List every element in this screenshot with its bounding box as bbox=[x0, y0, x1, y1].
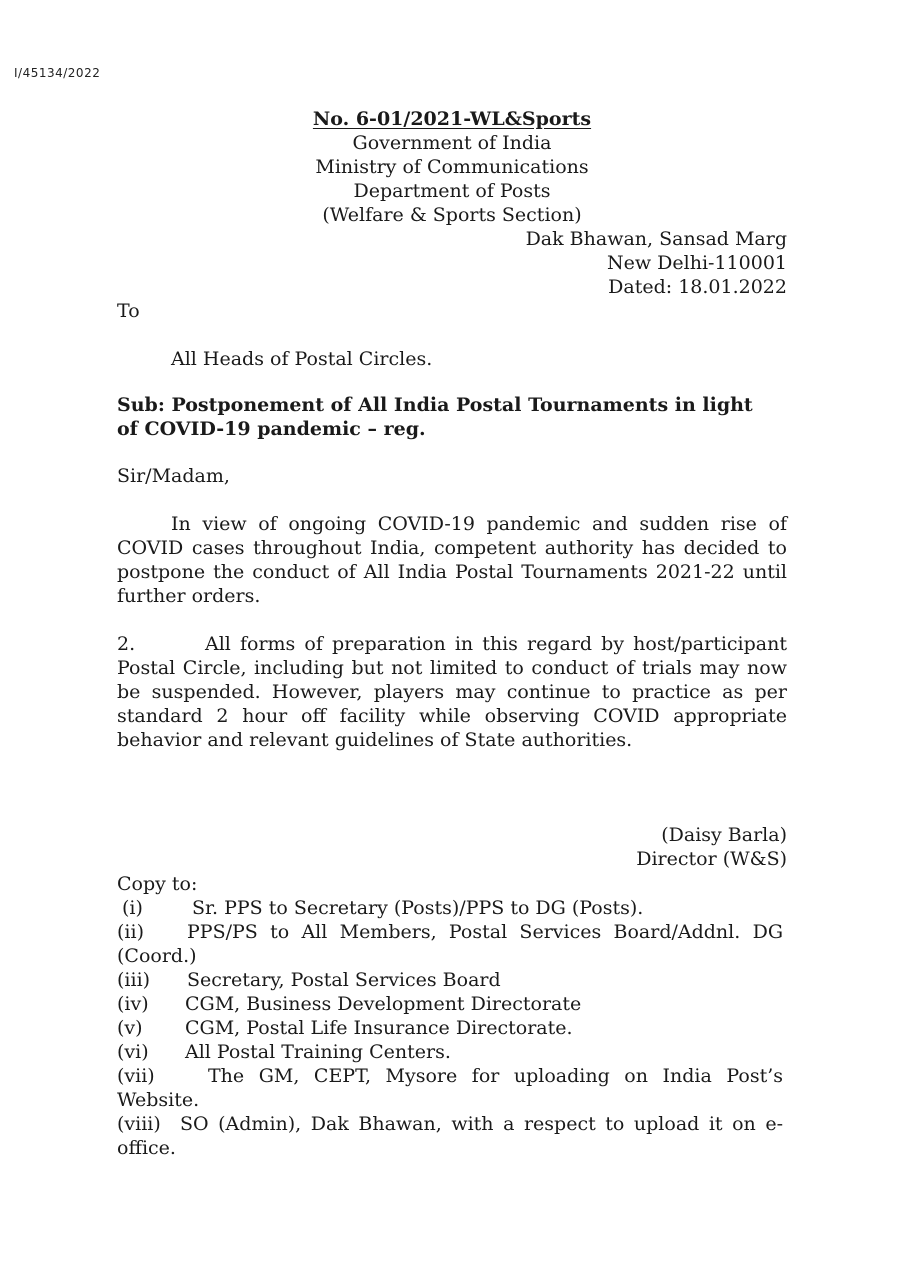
list-item-number: (iii) bbox=[117, 969, 151, 991]
address-line-2: New Delhi-110001 bbox=[607, 252, 787, 274]
subject-line-2: of COVID-19 pandemic – reg. bbox=[117, 418, 426, 440]
list-item bbox=[117, 920, 783, 968]
list-item-text: All Postal Training Centers. bbox=[185, 1041, 451, 1063]
list-item-text: CGM, Business Development Directorate bbox=[185, 993, 582, 1015]
header-government: Government of India bbox=[352, 132, 552, 154]
list-item bbox=[117, 1112, 783, 1160]
list-item-text: The GM, CEPT, Mysore for uploading on India Post’s Website. bbox=[117, 1065, 783, 1111]
list-item-number: (ii) bbox=[117, 921, 144, 943]
list-item bbox=[117, 968, 783, 992]
copy-to-heading: Copy to: bbox=[117, 873, 198, 895]
list-item-number: (iv) bbox=[117, 993, 149, 1015]
list-item-text: Sr. PPS to Secretary (Posts)/PPS to DG (Posts). bbox=[192, 897, 644, 919]
list-item-number: (i) bbox=[122, 897, 143, 919]
letter-header bbox=[117, 107, 787, 227]
paragraph-2-number: 2. bbox=[117, 633, 136, 655]
list-item bbox=[117, 1016, 783, 1040]
signature-block bbox=[636, 823, 787, 871]
list-item-number: (viii) bbox=[117, 1113, 161, 1135]
list-item-number: (vii) bbox=[117, 1065, 155, 1087]
list-item-number: (v) bbox=[117, 1017, 143, 1039]
list-item-number: (vi) bbox=[117, 1041, 149, 1063]
subject-line-1: Sub: Postponement of All India Postal Tournaments in light bbox=[117, 394, 753, 416]
header-department: Department of Posts bbox=[353, 180, 551, 202]
list-item bbox=[117, 1040, 783, 1064]
paragraph-2-text: All forms of preparation in this regard by host/participant Postal Circle, including but not limited to conduct of trials may now be suspended. However, players may continue to practice as per standard 2 hour off facility while observing COVID appropriate behavior and relevant guidelines of State authorities. bbox=[117, 633, 787, 751]
paragraph-1 bbox=[117, 512, 787, 608]
to-label: To bbox=[117, 300, 140, 322]
paragraph-2 bbox=[117, 632, 787, 752]
list-item-text: Secretary, Postal Services Board bbox=[187, 969, 501, 991]
address-line-1: Dak Bhawan, Sansad Marg bbox=[525, 228, 787, 250]
subject bbox=[117, 393, 787, 441]
sender-address bbox=[526, 227, 787, 299]
list-item-text: CGM, Postal Life Insurance Directorate. bbox=[185, 1017, 573, 1039]
signatory-name: (Daisy Barla) bbox=[661, 824, 787, 846]
header-ministry: Ministry of Communications bbox=[315, 156, 589, 178]
list-item-text: SO (Admin), Dak Bhawan, with a respect to upload it on e-office. bbox=[117, 1113, 783, 1159]
file-number: No. 6-01/2021-WL&Sports bbox=[312, 108, 592, 130]
paragraph-1-text: In view of ongoing COVID-19 pandemic and sudden rise of COVID cases throughout India, competent authority has decided to postpone the conduct of All India Postal Tournaments 2021-22 until further orders. bbox=[117, 513, 787, 607]
reference-stamp: I/45134/2022 bbox=[14, 66, 101, 80]
letter-date: Dated: 18.01.2022 bbox=[608, 276, 787, 298]
header-section: (Welfare & Sports Section) bbox=[322, 204, 582, 226]
copy-to-list bbox=[117, 896, 783, 1160]
addressee: All Heads of Postal Circles. bbox=[171, 348, 433, 370]
list-item bbox=[117, 1064, 783, 1112]
list-item-text: PPS/PS to All Members, Postal Services Board/Addnl. DG (Coord.) bbox=[117, 921, 783, 967]
list-item bbox=[117, 992, 783, 1016]
signatory-designation: Director (W&S) bbox=[636, 848, 787, 870]
list-item bbox=[117, 896, 783, 920]
salutation: Sir/Madam, bbox=[117, 465, 230, 487]
